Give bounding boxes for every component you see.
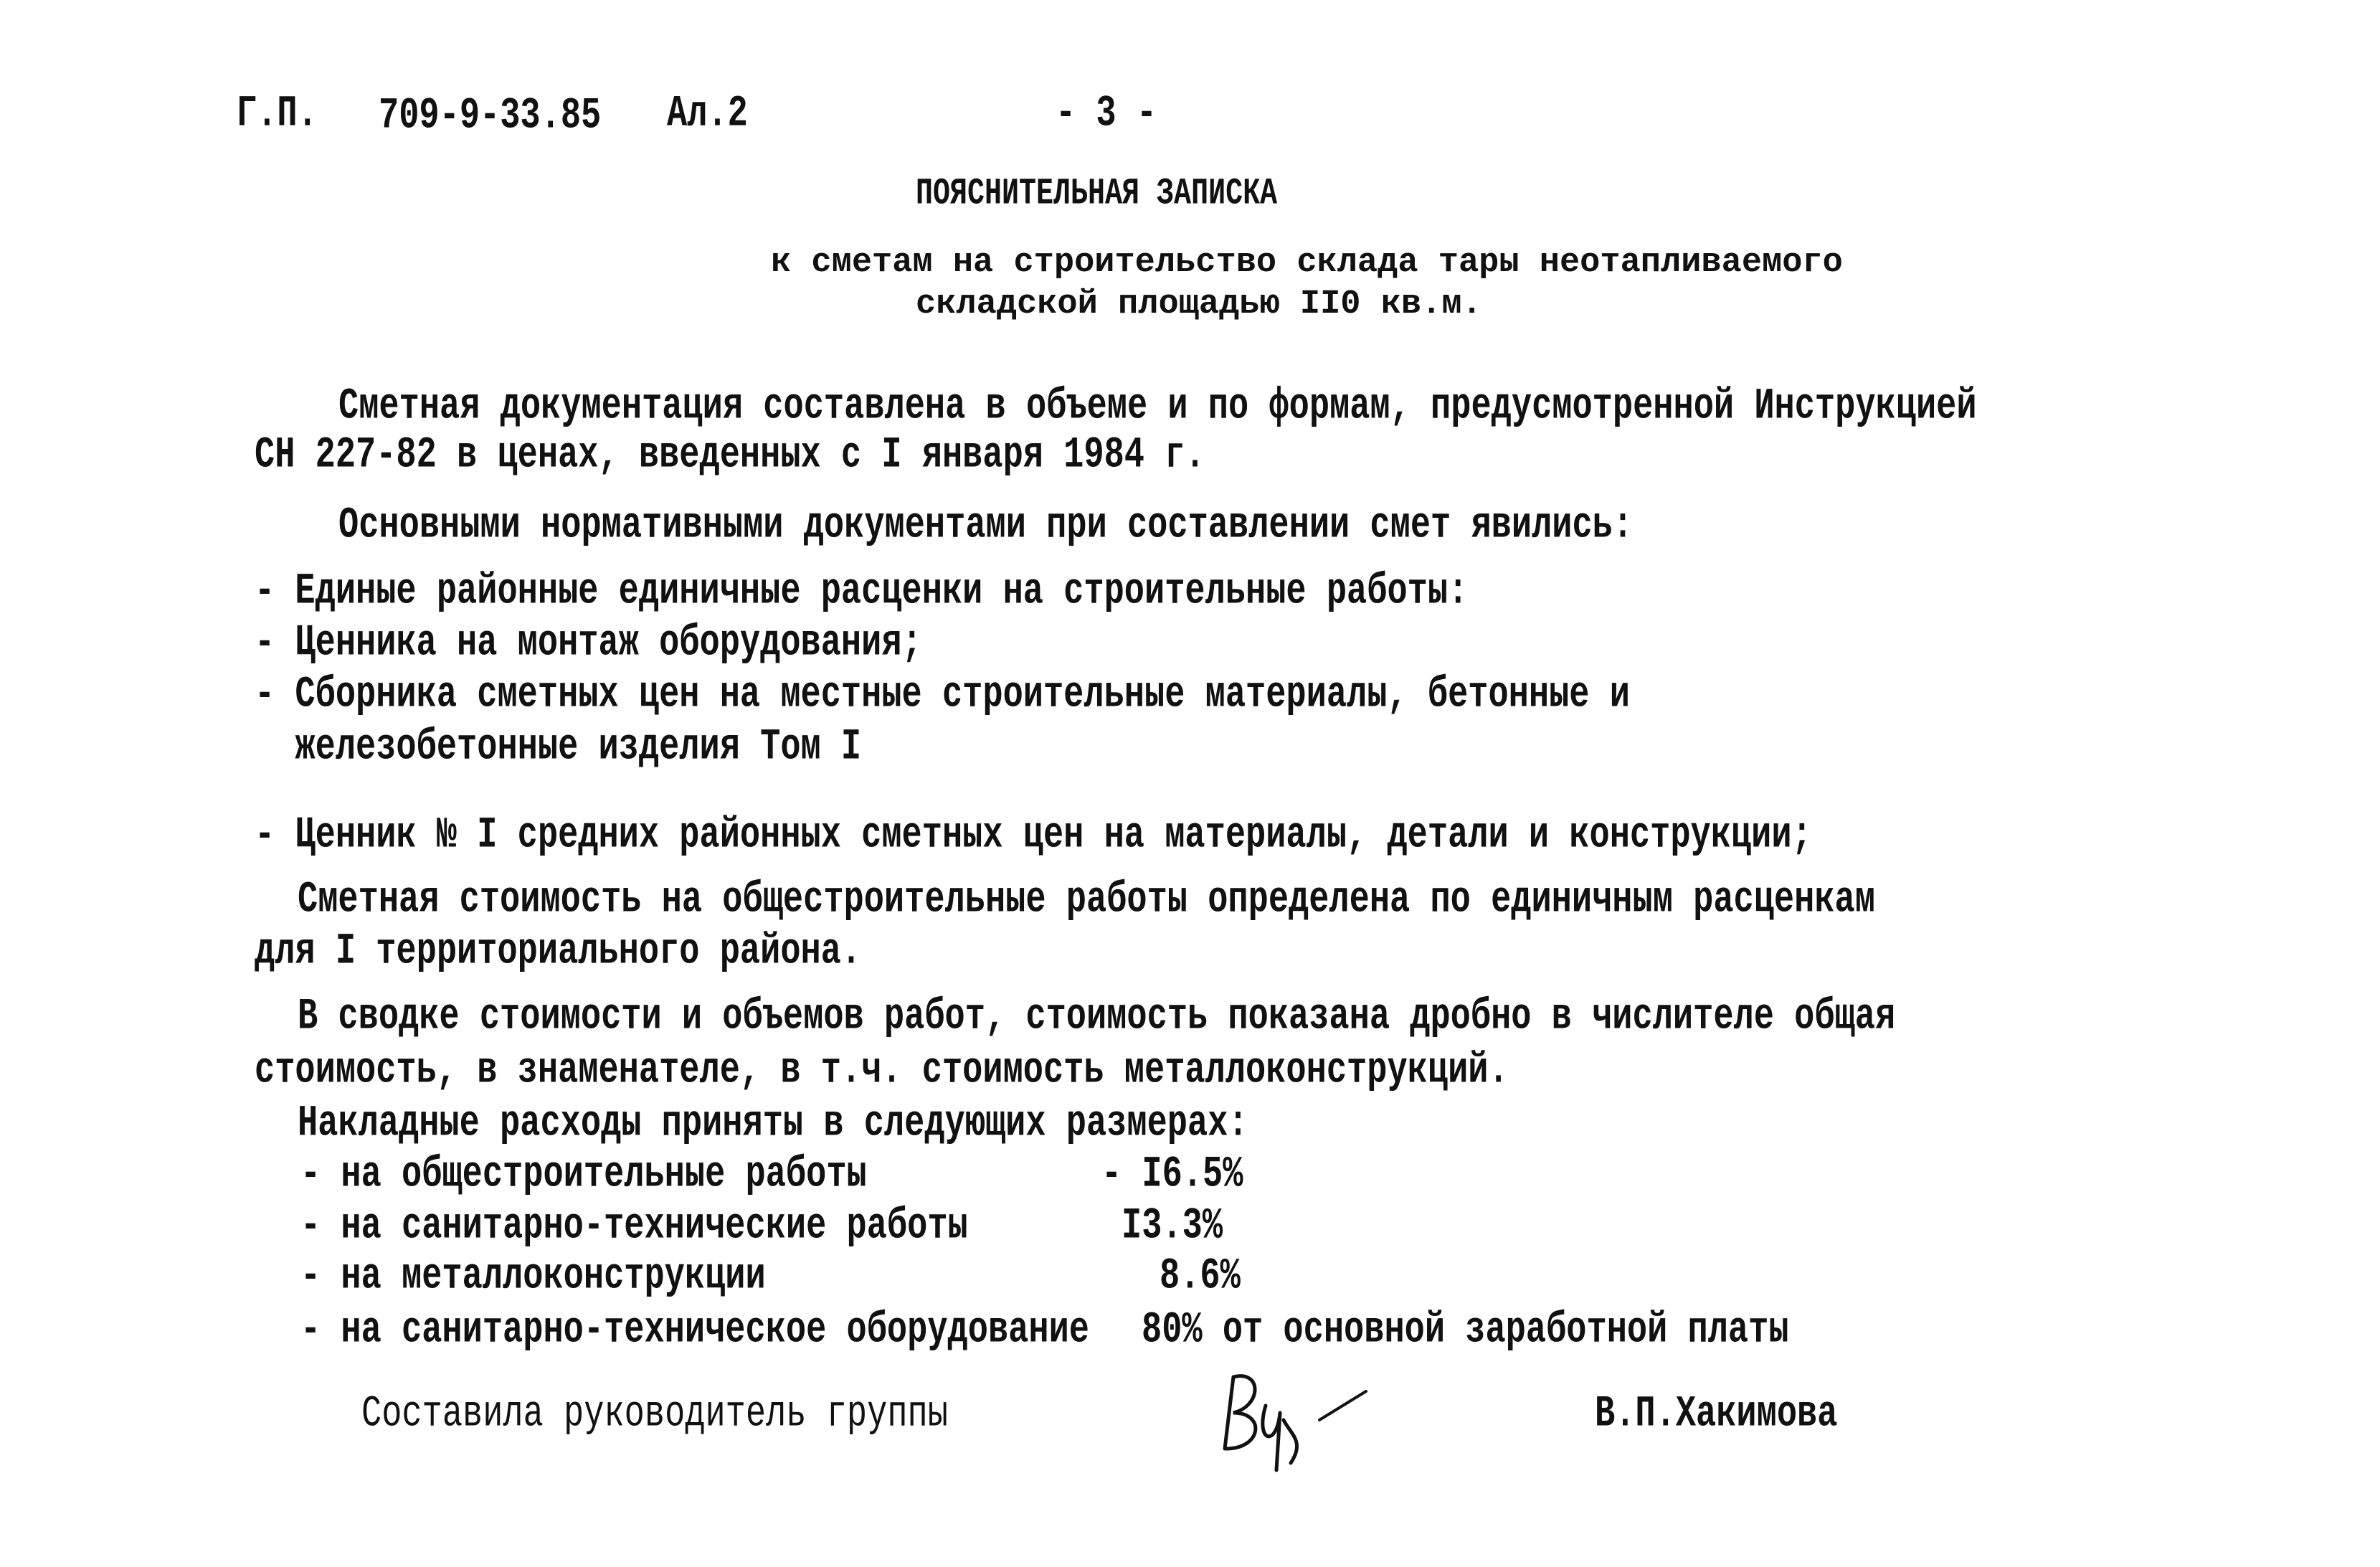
subtitle-line-2: складской площадью II0 кв.м.: [916, 285, 1482, 323]
page-title: ПОЯСНИТЕЛЬНАЯ ЗАПИСКА: [916, 174, 1278, 216]
overhead-label: - на санитарно-технические работы: [300, 1201, 968, 1251]
header-series: Г.П.: [237, 89, 318, 139]
overhead-value: - I6.5%: [1101, 1150, 1243, 1200]
document-item: - Ценника на монтаж оборудования;: [255, 618, 922, 668]
signoff-name: В.П.Хакимова: [1595, 1389, 1838, 1439]
paragraph-1-line-2: СН 227-82 в ценах, введенных с I января 1984 г.: [255, 430, 1205, 480]
overhead-label: - на металлоконструкции: [300, 1251, 766, 1302]
document-item: - Сборника сметных цен на местные строительные материалы, бетонные и: [255, 670, 1630, 720]
handwritten-signature: [1212, 1363, 1384, 1477]
paragraph-1-line-1: Сметная документация составлена в объеме и по формам, предусмотренной Инструкцией: [338, 382, 1977, 432]
paragraph-2: Основными нормативными документами при составлении смет явились:: [338, 501, 1634, 551]
paragraph-4-line-1: В сводке стоимости и объемов работ, стоимость показана дробно в числителе общая: [298, 992, 1896, 1042]
paragraph-4-line-2: стоимость, в знаменателе, в т.ч. стоимость металлоконструкций.: [255, 1046, 1509, 1096]
overhead-intro: Накладные расходы приняты в следующих размерах:: [298, 1099, 1248, 1149]
page-number: - 3 -: [1056, 89, 1157, 139]
overhead-label: - на санитарно-техническое оборудование: [300, 1305, 1089, 1355]
overhead-value: I3.3%: [1122, 1201, 1223, 1251]
signoff-role: Составила руководитель группы: [361, 1389, 948, 1439]
document-item: железобетонные изделия Том I: [255, 722, 862, 772]
document-item: - Единые районные единичные расценки на строительные работы:: [255, 567, 1469, 617]
header-album: Ал.2: [667, 89, 748, 139]
paragraph-3-line-2: для I территориального района.: [255, 927, 862, 977]
subtitle-line-1: к сметам на строительство склада тары неотапливаемого: [771, 244, 1843, 282]
header-number: 709-9-33.85: [379, 91, 602, 141]
paragraph-3-line-1: Сметная стоимость на общестроительные работы определена по единичным расценкам: [298, 875, 1875, 925]
overhead-label: - на общестроительные работы: [300, 1150, 867, 1200]
overhead-value: 8.6%: [1160, 1251, 1241, 1302]
document-item: - Ценник № I средних районных сметных цен на материалы, детали и конструкции;: [255, 810, 1812, 861]
overhead-value: 80% от основной заработной платы: [1142, 1305, 1789, 1355]
